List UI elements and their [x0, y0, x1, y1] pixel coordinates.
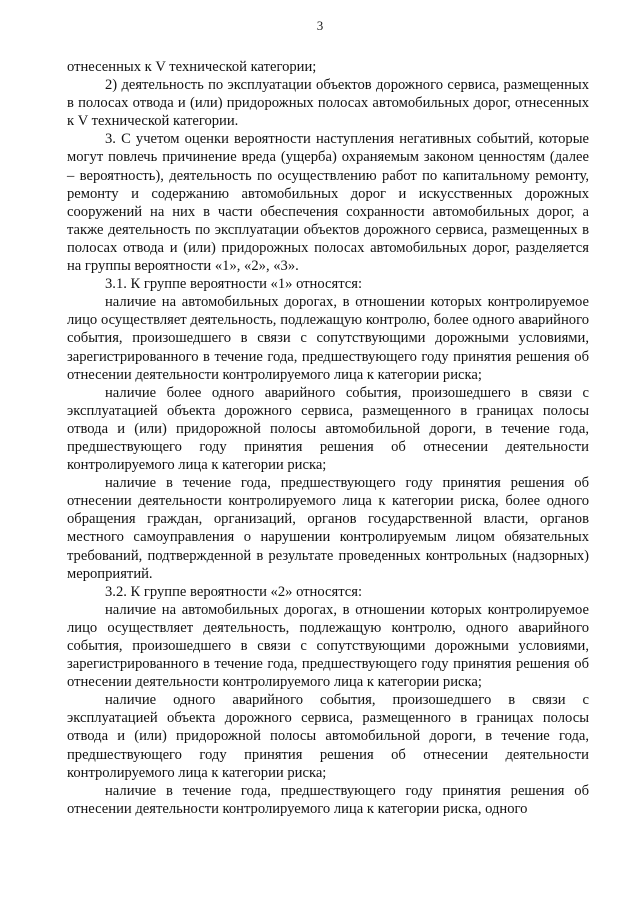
paragraph-group-1-criterion-1: наличие на автомобильных дорогах, в отношении которых контролируемое лицо осуществляет деятельность, подлежащую контролю, более одного аварийного события, произошедшего в связи с сопутствующими дорожными условиями, зарегистрированного в течение года, предшествующего году принятия решения об отнесении деятельности контролируемого лица к категории риска; — [67, 294, 589, 383]
page-number: 3 — [316, 18, 324, 33]
paragraph-item-2: 2) деятельность по эксплуатации объектов дорожного сервиса, размещенных в полосах отвода и (или) придорожных полосах автомобильных дорог, отнесенных к V технической категории. — [67, 77, 589, 130]
paragraph-section-3: 3. С учетом оценки вероятности наступления негативных событий, которые могут повлечь причинение вреда (ущерба) охраняемым законом ценностям (далее – вероятность), деятельность по осуществлению работ по капитальному ремонту, ремонту и содержанию автомобильных дорог и искусственных дорожных сооружений на них в части обеспечения сохранности автомобильных дорог, а также деятельность по эксплуатации объектов дорожного сервиса, размещенных в полосах отвода и (или) придорожных полосах автомобильных дорог, разделяется на группы вероятности «1», «2», «3». — [67, 131, 589, 275]
paragraph-subsection-3-1-heading: 3.1. К группе вероятности «1» относятся: — [105, 276, 363, 293]
paragraph-continuation: отнесенных к V технической категории; — [67, 59, 317, 75]
paragraph-group-2-criterion-3: наличие в течение года, предшествующего году принятия решения об отнесении деятельности контролируемого лица к категории риска, одного — [67, 782, 589, 817]
paragraph-group-1-criterion-2: наличие более одного аварийного события, произошедшего в связи с эксплуатацией объекта дорожного сервиса, размещенного в границах полосы отвода и (или) придорожной полосы автомобильной дороги, в течение года, предшествующего году принятия решения об отнесении деятельности контролируемого лица к категории риска; — [67, 384, 589, 474]
paragraph-group-2-criterion-2: наличие одного аварийного события, произошедшего в связи с эксплуатацией объекта дорожного сервиса, размещенного в границах полосы отвода и (или) придорожной полосы автомобильной дороги, в течение года, предшествующего году принятия решения об отнесении деятельности контролируемого лица к категории риска; — [67, 692, 589, 781]
paragraph-group-2-criterion-1: наличие на автомобильных дорогах, в отношении которых контролируемое лицо осуществляет деятельность, подлежащую контролю, одного аварийного события, произошедшего в связи с сопутствующими дорожными условиями, зарегистрированного в течение года, предшествующего году принятия решения об отнесении деятельности контролируемого лица к категории риска; — [67, 601, 589, 691]
paragraph-subsection-3-2-heading: 3.2. К группе вероятности «2» относятся: — [105, 583, 363, 600]
document-body — [67, 58, 589, 818]
paragraph-group-1-criterion-3: наличие в течение года, предшествующего году принятия решения об отнесении деятельности контролируемого лица к категории риска, более одного обращения граждан, организаций, органов государственной власти, органов местного самоуправления о нарушении контролируемым лицом обязательных требований, подтвержденной в результате проведенных контрольных (надзорных) мероприятий. — [67, 475, 589, 582]
